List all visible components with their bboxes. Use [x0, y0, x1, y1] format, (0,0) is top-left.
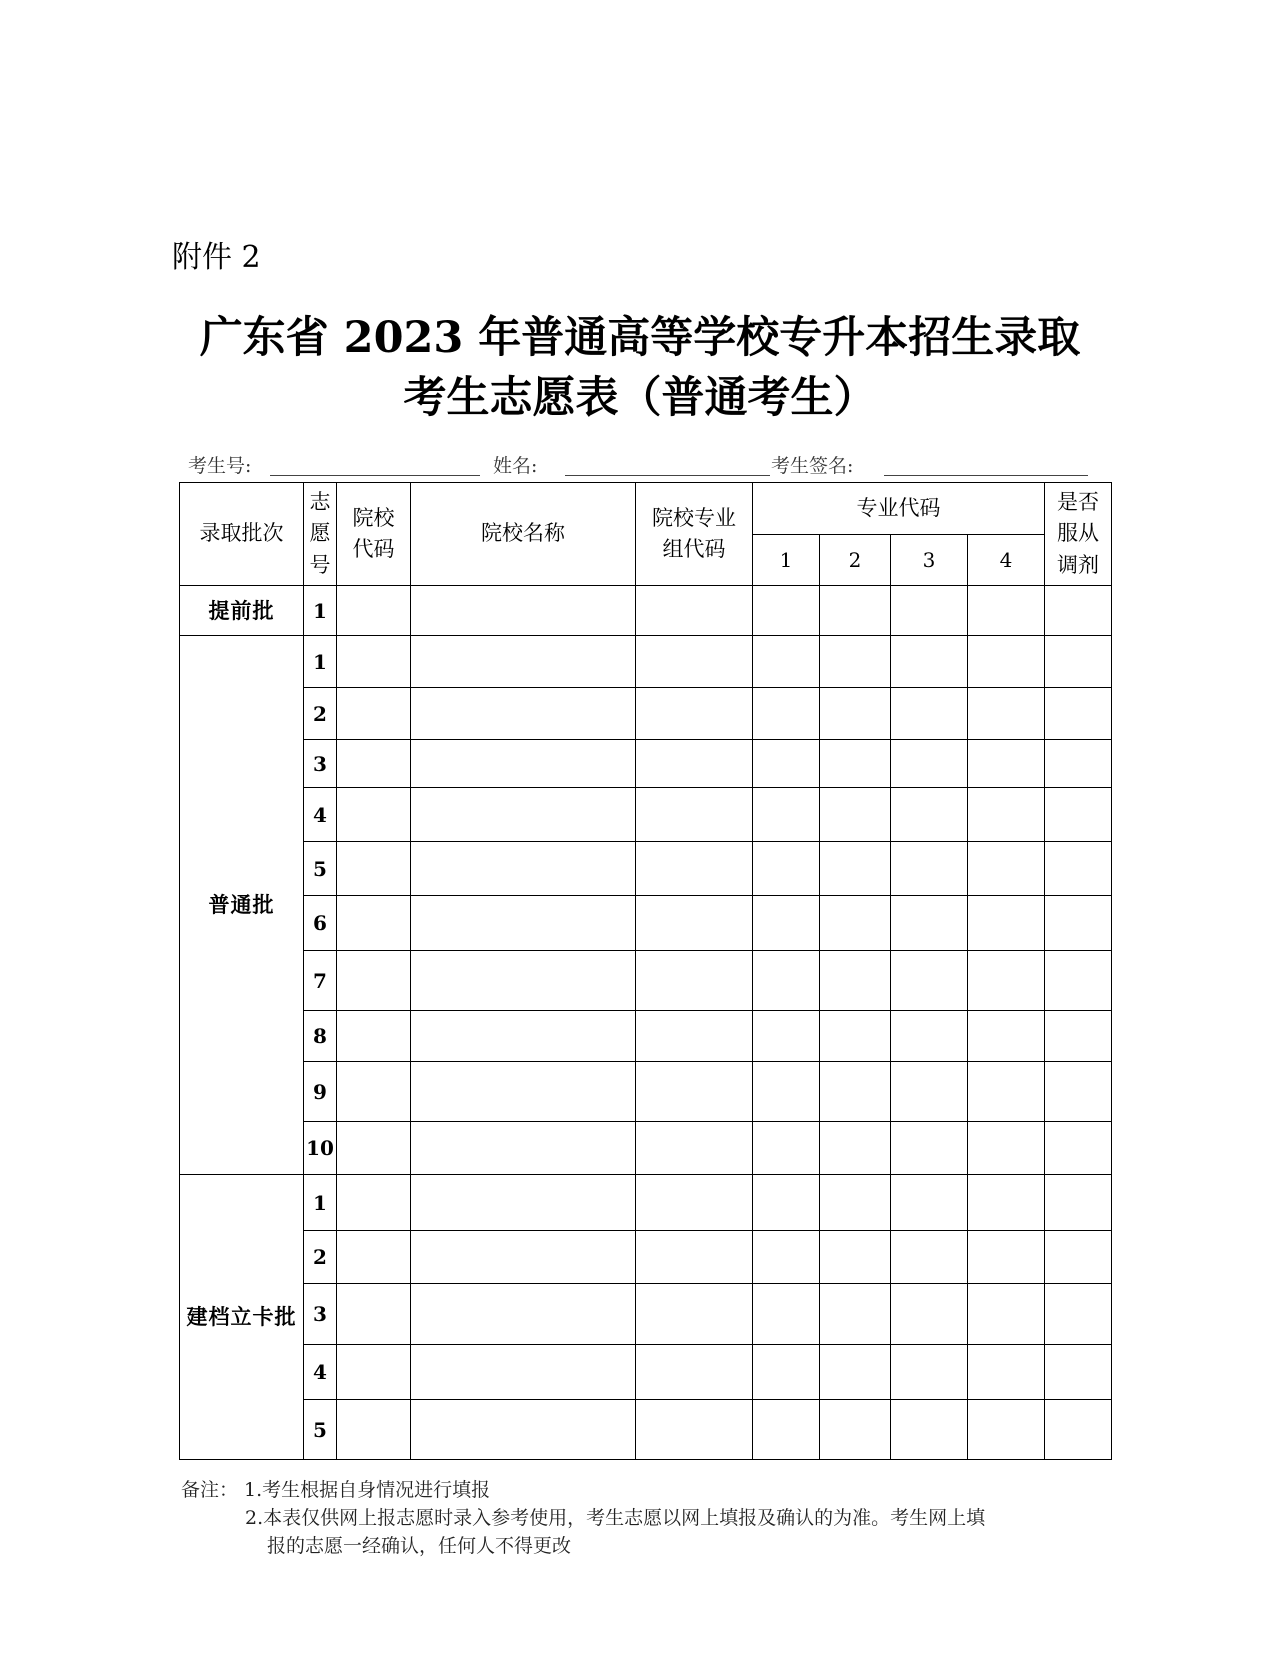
major-1-cell[interactable] [753, 1011, 820, 1062]
major-4-cell[interactable] [968, 1284, 1045, 1345]
page-subtitle: 考生志愿表（普通考生） [403, 373, 877, 423]
table-row [180, 1175, 1112, 1231]
application-form-table [179, 482, 1112, 1460]
wish-number: 7 [304, 951, 337, 1011]
major-1-cell[interactable] [753, 896, 820, 951]
school-code-cell[interactable] [337, 1175, 411, 1231]
major-1-cell[interactable] [753, 1062, 820, 1122]
header-major-code: 专业代码 [753, 483, 1045, 535]
group-code-cell[interactable] [636, 788, 753, 842]
group-code-cell[interactable] [636, 1231, 753, 1284]
batch-regular: 普通批 [180, 636, 304, 1175]
major-3-cell[interactable] [891, 1011, 968, 1062]
major-1-cell[interactable] [753, 1284, 820, 1345]
school-name-cell[interactable] [411, 586, 636, 636]
table-row [180, 1062, 1112, 1122]
school-name-cell[interactable] [411, 1231, 636, 1284]
major-2-cell[interactable] [820, 1345, 891, 1400]
school-code-cell[interactable] [337, 1345, 411, 1400]
school-name-cell[interactable] [411, 636, 636, 688]
header-adjust [1045, 483, 1112, 586]
major-1-cell[interactable] [753, 636, 820, 688]
table-row [180, 740, 1112, 788]
wish-number: 5 [304, 842, 337, 896]
major-2-cell[interactable] [820, 586, 891, 636]
major-3-cell[interactable] [891, 740, 968, 788]
major-4-cell[interactable] [968, 951, 1045, 1011]
header-row-1 [180, 483, 1112, 535]
school-name-cell[interactable] [411, 740, 636, 788]
table-row [180, 688, 1112, 740]
major-1-cell[interactable] [753, 1400, 820, 1460]
header-school-name: 院校名称 [411, 483, 636, 586]
wish-number: 1 [304, 636, 337, 688]
major-4-cell[interactable] [968, 1345, 1045, 1400]
major-2-cell[interactable] [820, 1122, 891, 1175]
school-code-cell[interactable] [337, 896, 411, 951]
major-4-cell[interactable] [968, 1175, 1045, 1231]
major-2-cell[interactable] [820, 951, 891, 1011]
header-batch: 录取批次 [180, 483, 304, 586]
attachment-label: 附件 2 [172, 240, 261, 275]
adjust-cell[interactable] [1045, 1062, 1112, 1122]
wish-number: 2 [304, 1231, 337, 1284]
wish-number: 2 [304, 688, 337, 740]
major-1-cell[interactable] [753, 788, 820, 842]
adjust-cell[interactable] [1045, 1011, 1112, 1062]
group-code-cell[interactable] [636, 1400, 753, 1460]
group-code-cell[interactable] [636, 951, 753, 1011]
note-line-1: 备注： 1.考生根据自身情况进行填报 [181, 1479, 491, 1501]
table-body [180, 483, 1112, 1460]
batch-poverty: 建档立卡批 [180, 1175, 304, 1460]
group-code-cell[interactable] [636, 842, 753, 896]
school-code-cell[interactable] [337, 1400, 411, 1460]
school-name-cell[interactable] [411, 788, 636, 842]
major-4-cell[interactable] [968, 1122, 1045, 1175]
major-2-cell[interactable] [820, 1231, 891, 1284]
applicant-info-line [188, 451, 1088, 479]
school-name-cell[interactable] [411, 1284, 636, 1345]
school-name-cell[interactable] [411, 1400, 636, 1460]
header-adjust-line: 是否 [1057, 489, 1099, 514]
group-code-cell[interactable] [636, 896, 753, 951]
adjust-cell[interactable] [1045, 1345, 1112, 1400]
major-2-cell[interactable] [820, 1062, 891, 1122]
major-4-cell[interactable] [968, 842, 1045, 896]
wish-number: 4 [304, 1345, 337, 1400]
major-3-cell[interactable] [891, 842, 968, 896]
major-4-cell[interactable] [968, 1011, 1045, 1062]
wish-number: 8 [304, 1011, 337, 1062]
header-wish-number-line: 志 [309, 489, 331, 514]
school-code-cell[interactable] [337, 788, 411, 842]
adjust-cell[interactable] [1045, 896, 1112, 951]
header-group-code-line: 院校专业 [652, 505, 736, 530]
page-title: 广东省 2023 年普通高等学校专升本招生录取 [199, 313, 1081, 363]
note-line-3: 报的志愿一经确认，任何人不得更改 [267, 1535, 572, 1557]
header-wish-number [304, 483, 337, 586]
major-4-cell[interactable] [968, 896, 1045, 951]
major-2-cell[interactable] [820, 1175, 891, 1231]
header-group-code-line: 组代码 [662, 537, 726, 561]
adjust-cell[interactable] [1045, 788, 1112, 842]
header-school-code-line: 代码 [352, 537, 395, 561]
header-major-3: 3 [891, 535, 968, 586]
major-4-cell[interactable] [968, 586, 1045, 636]
table-row [180, 1122, 1112, 1175]
major-4-cell[interactable] [968, 1400, 1045, 1460]
group-code-cell[interactable] [636, 586, 753, 636]
school-name-cell[interactable] [411, 688, 636, 740]
table-row [180, 1231, 1112, 1284]
adjust-cell[interactable] [1045, 842, 1112, 896]
major-3-cell[interactable] [891, 1284, 968, 1345]
major-4-cell[interactable] [968, 1062, 1045, 1122]
major-3-cell[interactable] [891, 951, 968, 1011]
header-major-4: 4 [968, 535, 1045, 586]
major-1-cell[interactable] [753, 1231, 820, 1284]
adjust-cell[interactable] [1045, 1284, 1112, 1345]
notes [181, 1476, 1121, 1560]
group-code-cell[interactable] [636, 688, 753, 740]
wish-number: 3 [304, 740, 337, 788]
major-3-cell[interactable] [891, 896, 968, 951]
group-code-cell[interactable] [636, 1122, 753, 1175]
school-code-cell[interactable] [337, 951, 411, 1011]
major-3-cell[interactable] [891, 1122, 968, 1175]
exam-number-label: 考生号: [188, 455, 252, 477]
wish-number: 10 [304, 1122, 337, 1175]
major-4-cell[interactable] [968, 1231, 1045, 1284]
major-4-cell[interactable] [968, 788, 1045, 842]
major-1-cell[interactable] [753, 586, 820, 636]
header-group-code [636, 483, 753, 586]
wish-number: 9 [304, 1062, 337, 1122]
major-2-cell[interactable] [820, 788, 891, 842]
major-2-cell[interactable] [820, 636, 891, 688]
major-2-cell[interactable] [820, 1284, 891, 1345]
major-3-cell[interactable] [891, 1345, 968, 1400]
name-field[interactable] [565, 475, 770, 476]
table-row [180, 586, 1112, 636]
wish-number: 4 [304, 788, 337, 842]
major-1-cell[interactable] [753, 1345, 820, 1400]
school-name-cell[interactable] [411, 1345, 636, 1400]
wish-number: 5 [304, 1400, 337, 1460]
adjust-cell[interactable] [1045, 688, 1112, 740]
note-line-2: 2.本表仅供网上报志愿时录入参考使用，考生志愿以网上填报及确认的为准。考生网上填 [245, 1507, 986, 1529]
signature-field[interactable] [884, 475, 1088, 476]
school-name-cell[interactable] [411, 1175, 636, 1231]
group-code-cell[interactable] [636, 1062, 753, 1122]
adjust-cell[interactable] [1045, 740, 1112, 788]
major-3-cell[interactable] [891, 1231, 968, 1284]
table-row [180, 1345, 1112, 1400]
table-row [180, 788, 1112, 842]
table-row [180, 1400, 1112, 1460]
major-1-cell[interactable] [753, 1175, 820, 1231]
major-2-cell[interactable] [820, 688, 891, 740]
name-label: 姓名: [493, 455, 538, 477]
major-3-cell[interactable] [891, 1400, 968, 1460]
major-4-cell[interactable] [968, 636, 1045, 688]
adjust-cell[interactable] [1045, 1122, 1112, 1175]
adjust-cell[interactable] [1045, 951, 1112, 1011]
school-code-cell[interactable] [337, 1231, 411, 1284]
table-row [180, 842, 1112, 896]
school-name-cell[interactable] [411, 951, 636, 1011]
school-code-cell[interactable] [337, 636, 411, 688]
major-4-cell[interactable] [968, 740, 1045, 788]
wish-number: 1 [304, 1175, 337, 1231]
school-name-cell[interactable] [411, 1011, 636, 1062]
major-2-cell[interactable] [820, 740, 891, 788]
school-name-cell[interactable] [411, 1122, 636, 1175]
table-row [180, 636, 1112, 688]
school-code-cell[interactable] [337, 842, 411, 896]
table-row [180, 1284, 1112, 1345]
exam-number-field[interactable] [270, 475, 480, 476]
header-school-code-line: 院校 [352, 505, 395, 530]
major-3-cell[interactable] [891, 636, 968, 688]
school-name-cell[interactable] [411, 896, 636, 951]
header-wish-number-line: 号 [309, 552, 331, 577]
major-3-cell[interactable] [891, 1062, 968, 1122]
header-major-1: 1 [753, 535, 820, 586]
table-row [180, 896, 1112, 951]
adjust-cell[interactable] [1045, 1231, 1112, 1284]
group-code-cell[interactable] [636, 1175, 753, 1231]
adjust-cell[interactable] [1045, 1175, 1112, 1231]
major-1-cell[interactable] [753, 688, 820, 740]
major-1-cell[interactable] [753, 1122, 820, 1175]
major-2-cell[interactable] [820, 842, 891, 896]
group-code-cell[interactable] [636, 636, 753, 688]
major-4-cell[interactable] [968, 688, 1045, 740]
school-name-cell[interactable] [411, 842, 636, 896]
major-2-cell[interactable] [820, 1011, 891, 1062]
wish-number: 1 [304, 586, 337, 636]
group-code-cell[interactable] [636, 1345, 753, 1400]
major-1-cell[interactable] [753, 842, 820, 896]
school-code-cell[interactable] [337, 1122, 411, 1175]
major-1-cell[interactable] [753, 740, 820, 788]
major-2-cell[interactable] [820, 1400, 891, 1460]
school-code-cell[interactable] [337, 586, 411, 636]
header-adjust-line: 调剂 [1057, 552, 1099, 577]
header-adjust-line: 服从 [1057, 521, 1099, 546]
header-school-code [337, 483, 411, 586]
school-code-cell[interactable] [337, 1011, 411, 1062]
major-3-cell[interactable] [891, 1175, 968, 1231]
major-3-cell[interactable] [891, 688, 968, 740]
school-code-cell[interactable] [337, 740, 411, 788]
group-code-cell[interactable] [636, 740, 753, 788]
wish-number: 6 [304, 896, 337, 951]
adjust-cell[interactable] [1045, 1400, 1112, 1460]
table-row [180, 1011, 1112, 1062]
school-code-cell[interactable] [337, 688, 411, 740]
group-code-cell[interactable] [636, 1011, 753, 1062]
major-2-cell[interactable] [820, 896, 891, 951]
header-wish-number-line: 愿 [309, 521, 331, 546]
signature-label: 考生签名: [771, 455, 854, 477]
school-name-cell[interactable] [411, 1062, 636, 1122]
table-row [180, 951, 1112, 1011]
major-3-cell[interactable] [891, 788, 968, 842]
adjust-cell[interactable] [1045, 586, 1112, 636]
adjust-cell[interactable] [1045, 636, 1112, 688]
major-1-cell[interactable] [753, 951, 820, 1011]
school-code-cell[interactable] [337, 1284, 411, 1345]
school-code-cell[interactable] [337, 1062, 411, 1122]
wish-number: 3 [304, 1284, 337, 1345]
group-code-cell[interactable] [636, 1284, 753, 1345]
header-major-2: 2 [820, 535, 891, 586]
batch-early: 提前批 [180, 586, 304, 636]
major-3-cell[interactable] [891, 586, 968, 636]
